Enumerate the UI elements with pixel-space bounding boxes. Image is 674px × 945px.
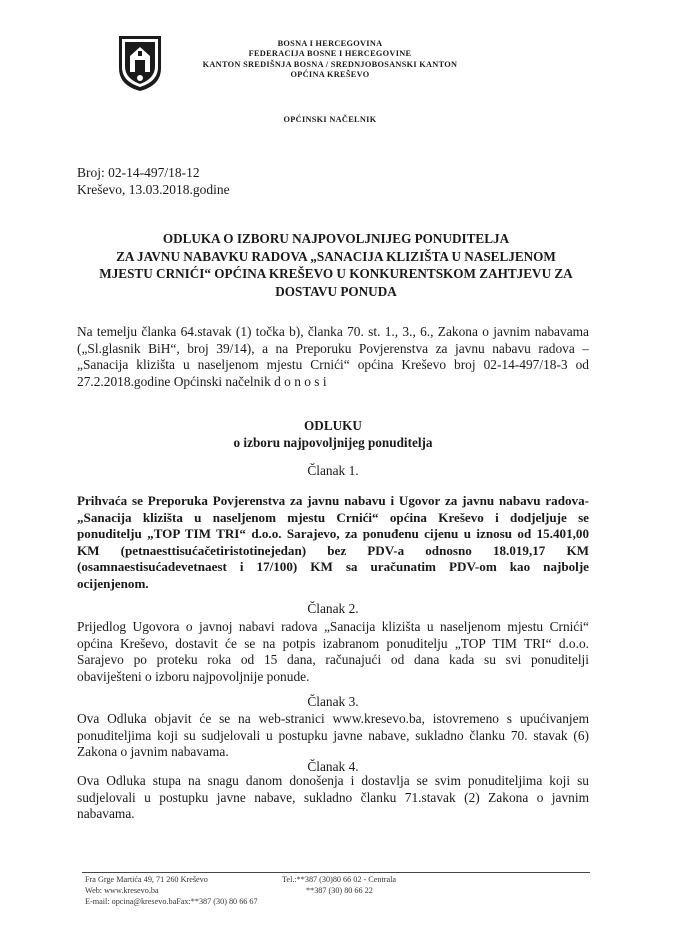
reference-place-date: Kreševo, 13.03.2018.godine	[77, 182, 230, 197]
preamble-line: („Sl.glasnik BiH“, broj 39/14), a na Preporuku Povjerenstva za javnu nabavu radova –	[77, 340, 589, 356]
preamble	[77, 324, 589, 390]
article-4-heading: Članak 4.	[307, 759, 359, 774]
article-1-heading: Članak 1.	[307, 463, 359, 478]
preamble-line: Na temelju članka 64.stavak (1) točka b), članka 70. st. 1., 3., 6., Zakona o javnim nabavama	[77, 324, 589, 339]
article-4-body	[77, 773, 589, 823]
reference-block	[77, 164, 230, 198]
article-line: ponuditeljima koji su sudjelovali u postupku javne nabave, sukladno članku 70. stavak (6)	[77, 727, 589, 743]
article-line: ocijenjenom.	[77, 575, 149, 591]
article-line: Ova Odluka objavit će se na web-stranici www.kresevo.ba, istovremeno s upućivanjem	[77, 711, 589, 726]
article-line: „Sanacija klizišta u naseljenom mjestu Crnići“ općina Kreševo i dodjeljuje se	[77, 509, 589, 525]
title-line: ODLUKA O IZBORU NAJPOVOLJNIJEG PONUDITELJA	[162, 231, 510, 246]
title-line: ZA JAVNU NABAVKU RADOVA „SANACIJA KLIZIŠTA U NASELJENOM	[116, 248, 556, 264]
document-title	[88, 230, 584, 300]
article-3-heading: Članak 3.	[307, 694, 359, 709]
article-1-body	[77, 493, 589, 592]
letterhead	[160, 39, 500, 81]
footer-address: Fra Grge Martića 49, 71 260 Kreševo	[85, 875, 208, 884]
preamble-line: 27.2.2018.godine Općinski načelnik d o n o s i	[77, 373, 327, 389]
decision-subheading: o izboru najpovoljnijeg ponuditelja	[233, 435, 433, 450]
article-line: sudjelovali u postupku javne nabave, sukladno članku 71.stavak (2) Zakona o javnim	[77, 789, 589, 805]
office-name: OPĆINSKI NAČELNIK	[283, 115, 377, 124]
municipality-coat-of-arms	[117, 34, 163, 92]
decision-heading: ODLUKU	[304, 418, 362, 433]
article-3-body	[77, 711, 589, 761]
title-line: DOSTAVU PONUDA	[275, 283, 397, 299]
letterhead-municipality: OPĆINA KREŠEVO	[290, 70, 370, 80]
article-line: obaviješteni o izboru najpovoljnije ponude.	[77, 668, 310, 684]
footer-web: Web: www.kresevo.ba	[85, 886, 159, 895]
article-line: Prijedlog Ugovora o javnoj nabavi radova „Sanacija klizišta u naseljenom mjestu Crnići“	[77, 619, 589, 634]
title-line: MJESTU CRNIĆI“ OPĆINA KREŠEVO U KONKURENTSKOM ZAHTJEVU ZA	[99, 266, 573, 281]
preamble-line: „Sanacija klizišta u naseljenom mjestu Crnići“ općina Kreševo broj 02-14-497/18-3 od	[77, 357, 589, 372]
article-line: nabavama.	[77, 806, 135, 821]
letterhead-country: BOSNA I HERCEGOVINA	[277, 39, 383, 48]
article-2-heading: Članak 2.	[307, 601, 359, 616]
footer-phone-2: **387 (30) 80 66 22	[306, 886, 373, 895]
article-line: Prihvaća se Preporuka Povjerenstva za javnu nabavu i Ugovor za javnu nabavu radova-	[77, 493, 589, 508]
article-line: KM (petnaesttisućačetiristotinejedan) bez PDV-a odnosno 18.019,17 KM	[77, 542, 589, 558]
letterhead-federation: FEDERACIJA BOSNE I HERCEGOVINE	[248, 49, 412, 59]
footer-email-fax: E-mail: opcina@kresevo.baFax:**387 (30) 80 66 67	[85, 897, 258, 906]
article-2-body	[77, 619, 589, 685]
reference-number: Broj: 02-14-497/18-12	[77, 165, 200, 180]
footer-phone-central: Tel.:**387 (30)80 66 02 - Centrala	[282, 875, 397, 884]
article-line: (osamnaestisućadevetnaest i 17/100) KM sa uračunatim PDV-om kao najbolje	[77, 559, 589, 574]
footer-divider	[82, 872, 590, 873]
letterhead-canton: KANTON SREDIŠNJA BOSNA / SREDNJOBOSANSKI KANTON	[202, 59, 458, 69]
article-line: ponuditelju „TOP TIM TRI“ d.o.o. Sarajevo, za ponuđenu cijenu u iznosu od 15.401,00	[77, 526, 589, 541]
article-line: Ova Odluka stupa na snagu danom donošenja i dostavlja se svim ponuditeljima koji su	[77, 773, 589, 788]
article-line: Zakona o javnim nabavama.	[77, 744, 229, 759]
article-line: Sarajevo po proteku roka od 15 dana, računajući od dana kada su svi ponuditelji	[77, 652, 589, 667]
article-line: općina Kreševo, dostavit će se na potpis izabranom ponuditelju „TOP TIM TRI“ d.o.o.	[77, 635, 589, 651]
